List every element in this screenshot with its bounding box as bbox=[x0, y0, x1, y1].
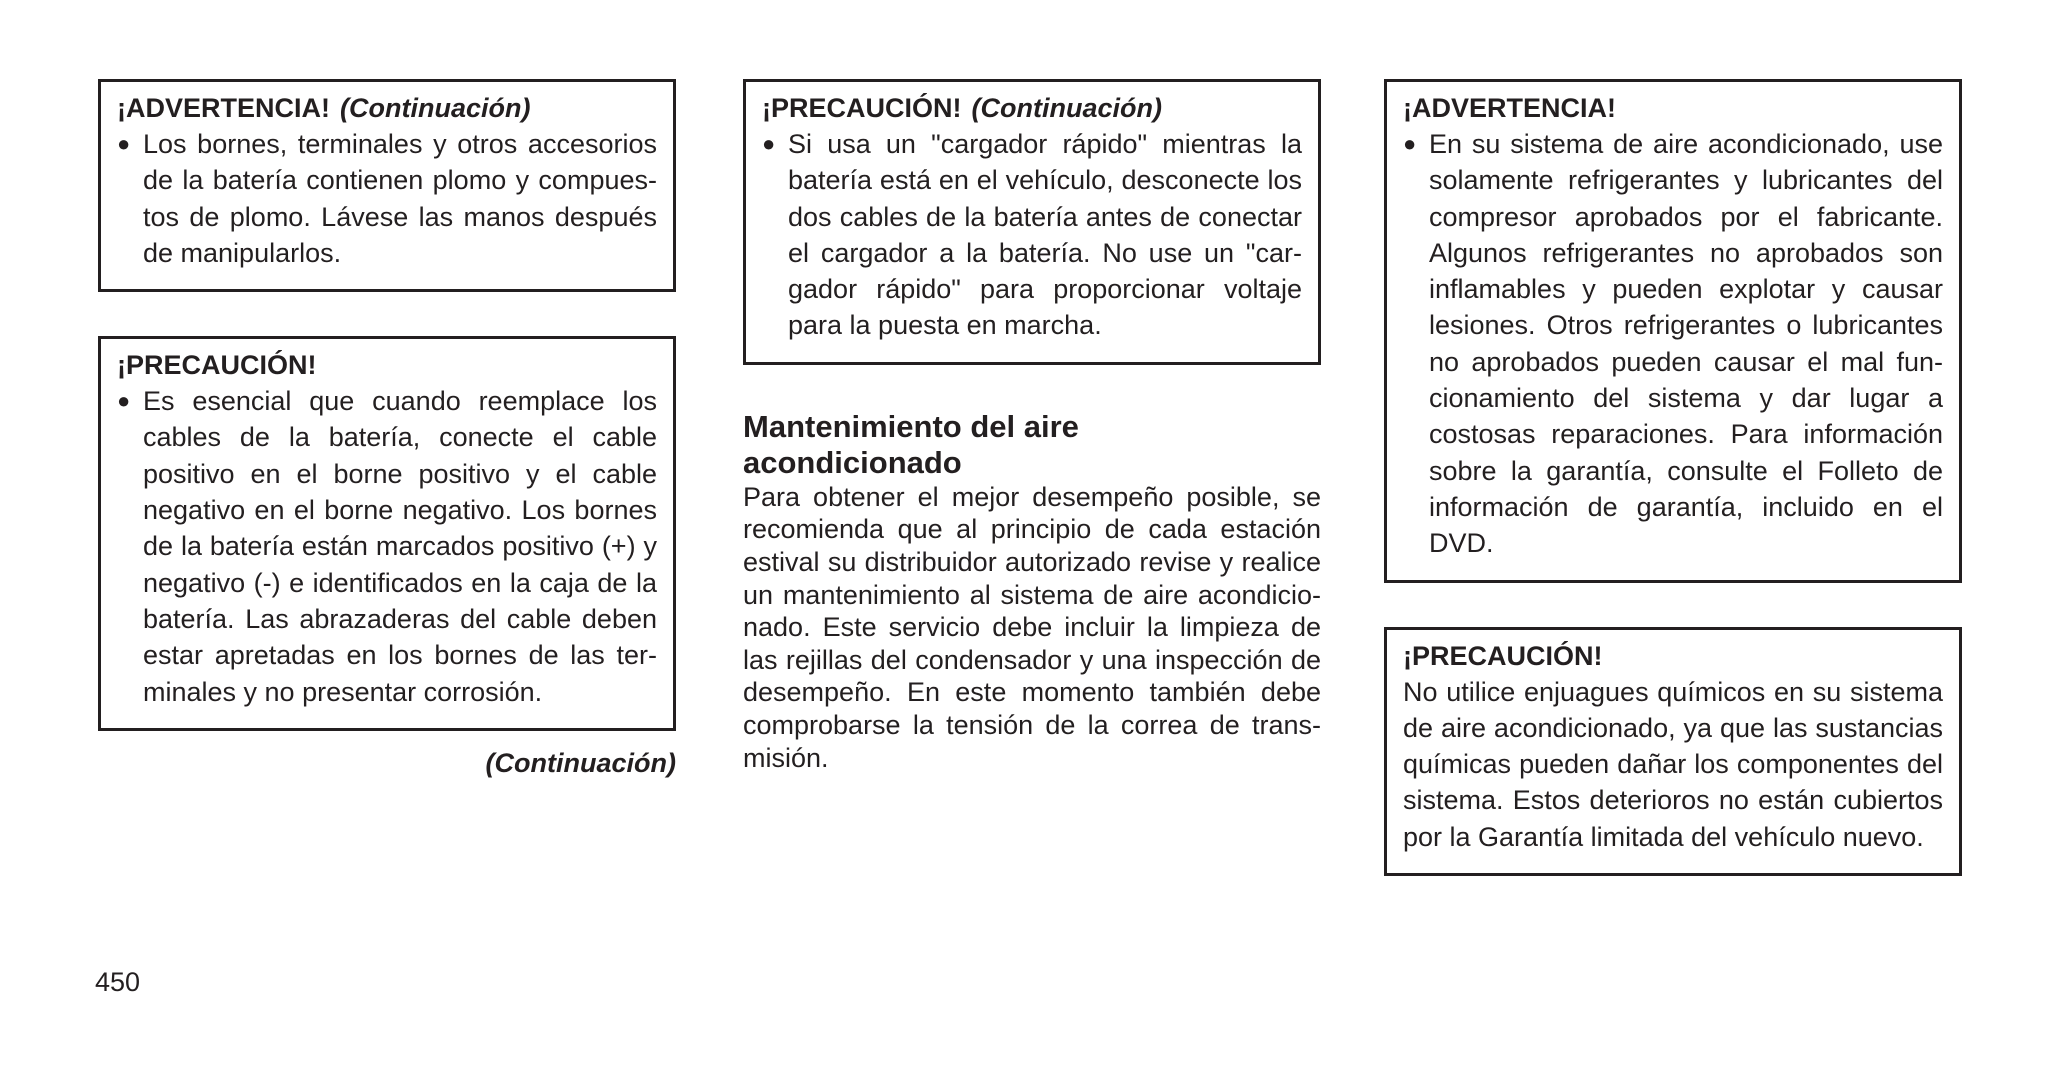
caution-text: No utilice enjuagues químicos en su sistema de aire acondicionado, ya que las sustancias químicas pueden dañar los componentes del sistema. Estos deterioros no están cubiertos por la Garantía limitada del vehículo nuevo. bbox=[1403, 676, 1943, 852]
bullet-dot-icon: ● bbox=[117, 131, 131, 156]
column-2 bbox=[743, 79, 1321, 774]
warning-title: ¡ADVERTENCIA! bbox=[1403, 93, 1616, 123]
caution-box bbox=[98, 336, 676, 731]
section-heading bbox=[743, 409, 1321, 481]
bullet-dot-icon: ● bbox=[117, 388, 131, 414]
warning-bullet-item bbox=[117, 126, 657, 271]
caution-box-continued bbox=[743, 79, 1321, 365]
caution-bullet-text: Es esencial que cuando reemplace los cables de la batería, conecte el cable positivo en el borne positivo y el cable negativo en el borne negativo. Los bornes de la batería están marcados positivo (+) y negativo (-) e identificados en la caja de la batería. Las abrazaderas del cable deben estar apretadas en los bornes de las terminales y no presentar corrosión. bbox=[143, 386, 657, 707]
continued-label: (Continuación) bbox=[485, 747, 676, 778]
page-number: 450 bbox=[95, 967, 141, 997]
caution-title: ¡PRECAUCIÓN! bbox=[117, 350, 317, 381]
bullet-dot-icon: ● bbox=[762, 131, 776, 156]
warning-box-continued bbox=[98, 79, 676, 292]
caution-title-text: ¡PRECAUCIÓN! bbox=[762, 93, 962, 123]
bullet-dot-icon: ● bbox=[1403, 131, 1417, 156]
section-heading-line-2: acondicionado bbox=[743, 444, 962, 480]
column-3 bbox=[1384, 79, 1962, 920]
caution-title: ¡PRECAUCIÓN! bbox=[1403, 640, 1603, 671]
caution-title bbox=[762, 90, 1302, 126]
caution-bullet-item bbox=[762, 126, 1302, 344]
warning-continuation-label: (Continuación) bbox=[340, 93, 531, 123]
warning-bullet-item bbox=[1403, 126, 1943, 562]
caution-bullet-item bbox=[117, 383, 657, 710]
column-1 bbox=[98, 79, 676, 781]
warning-box bbox=[1384, 79, 1962, 583]
warning-bullet-text: Los bornes, terminales y otros accesorios de la batería contienen plomo y compuestos de plomo. Lávese las manos después de manipularlos. bbox=[143, 129, 657, 268]
warning-title-text: ¡ADVERTENCIA! bbox=[117, 93, 330, 123]
caution-box bbox=[1384, 627, 1962, 876]
section-body-text: Para obtener el mejor desempeño posible, se recomienda que al principio de cada estación estival su distribuidor autorizado revise y realice un mantenimiento al sistema de aire acondicionado. Este servicio debe incluir la limpieza de las rejillas del condensador y una inspección de desempeño. En este momento también debe comprobarse la tensión de la correa de transmisión. bbox=[743, 481, 1321, 773]
section-heading-line-1: Mantenimiento del aire bbox=[743, 408, 1079, 444]
warning-title bbox=[117, 90, 657, 126]
warning-bullet-text: En su sistema de aire acondicionado, use solamente refrigerantes y lubricantes del compresor aprobados por el fabricante. Algunos refrigerantes no aprobados son inflamables y pueden explotar y causar lesiones. Otros refrigerantes o lubricantes no aprobados pueden causar el mal funcionamiento del sistema y dar lugar a costosas reparaciones. Para información sobre la garantía, consulte el Folleto de información de garantía, incluido en el DVD. bbox=[1429, 129, 1943, 559]
caution-continuation-label: (Continuación) bbox=[971, 93, 1162, 123]
caution-bullet-text: Si usa un "cargador rápido" mientras la batería está en el vehículo, desconecte los dos cables de la batería antes de conectar el cargador a la batería. No use un "cargador rápido" para proporcionar voltaje para la puesta en marcha. bbox=[788, 129, 1302, 341]
